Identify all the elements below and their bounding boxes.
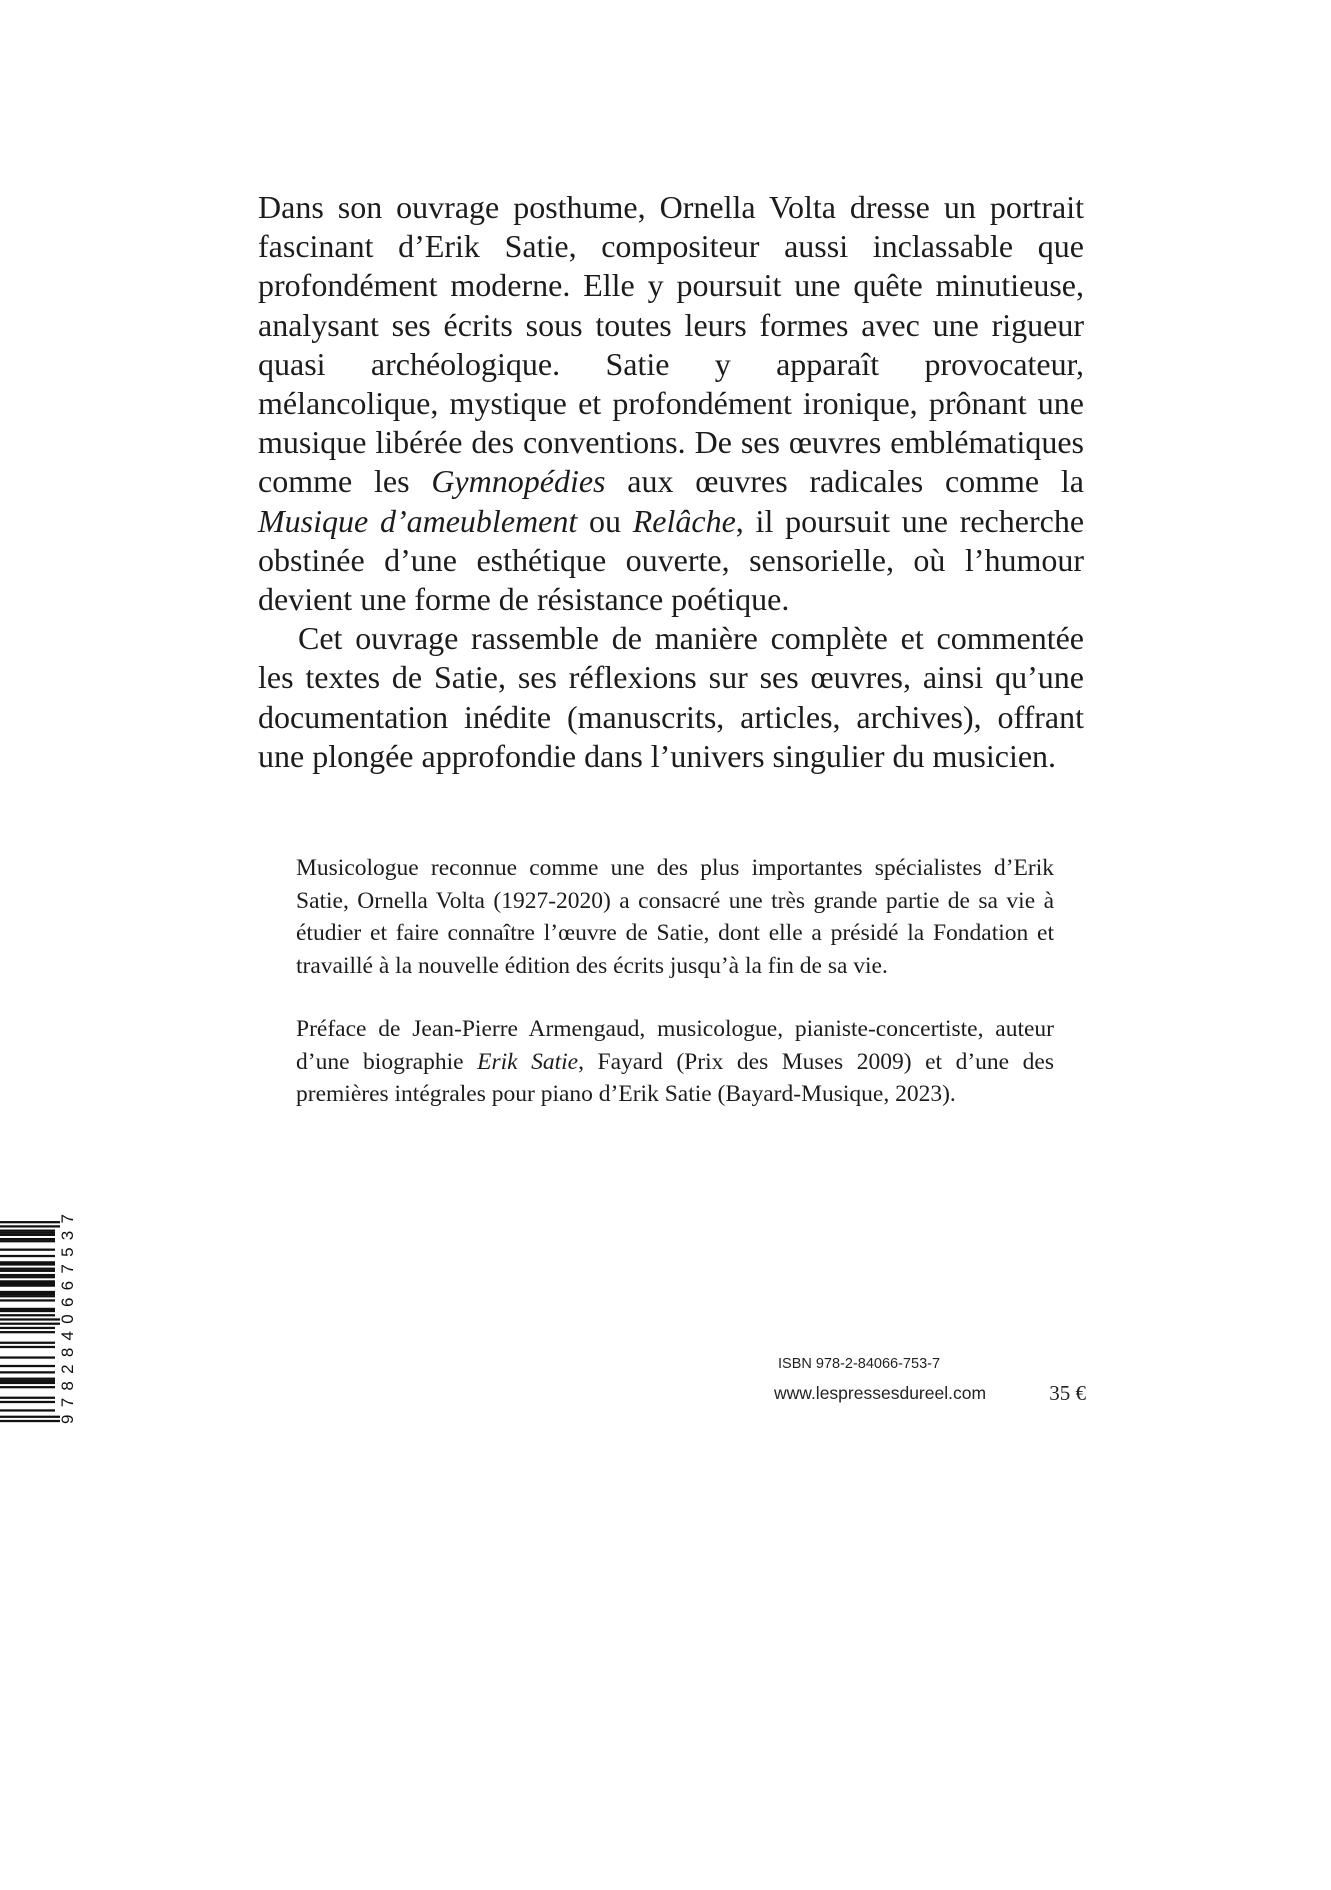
description-paragraph-2: Cet ouvrage rassemble de manière complète et commentée les textes de Satie, ses réflexions sur ses œuvres, ainsi qu’une documentation inédite (manuscrits, articles, archives), offrant une plongée approfondie dans l’univers singulier du musicien. [258,620,1084,774]
barcode-bar [0,1291,55,1293]
barcode-bar [0,1270,55,1272]
italic-title: Erik Satie [477,1048,579,1075]
barcode-bar [0,1293,55,1295]
barcode-bar [0,1263,55,1265]
isbn-number: ISBN 978-2-84066-753-7 [778,1356,941,1372]
preface-credit-paragraph: Préface de Jean-Pierre Armengaud, musicologue, pianiste-concertiste, auteur d’une biographie Erik Satie, Fayard (Prix des Muses 2009) et d’une des premières intégrales pour piano d’Erik Satie (Bayard-Musique, 2023). [296,1016,1054,1107]
author-bio [296,852,1054,1111]
barcode-bar [0,1308,55,1310]
barcode-bar [0,1371,55,1373]
barcode-bar [0,1310,55,1312]
barcode-bar [0,1342,55,1344]
barcode-bar [0,1255,55,1257]
ean-barcode [0,1206,80,1426]
book-description [258,188,1084,776]
barcode-bar [0,1232,55,1234]
barcode-bar [0,1356,55,1358]
barcode-bar [0,1238,55,1240]
barcode-digits: 9782840667537 [58,1214,77,1424]
barcode-bar [0,1268,55,1270]
publisher-website-link[interactable]: www.lespressesdureel.com [774,1383,987,1403]
barcode-bar [0,1416,60,1418]
barcode-bar [0,1378,55,1380]
barcode-bar [0,1420,60,1422]
barcode-bar [0,1234,55,1236]
barcode-bar [0,1327,55,1329]
italic-title: Musique d’ameublement [258,502,578,539]
barcode-bar [0,1221,60,1223]
barcode-bar [0,1261,55,1263]
italic-title: Relâche [632,502,736,539]
barcode-bar [0,1397,55,1399]
barcode-bar [0,1401,55,1403]
barcode-bar [0,1225,60,1227]
barcode-bar [0,1240,55,1242]
barcode-bar [0,1285,55,1287]
barcode-bar [0,1274,55,1276]
barcode-bar [0,1249,55,1251]
barcode-bar [0,1382,55,1384]
barcode-bar [0,1230,55,1232]
barcode-bar [0,1318,60,1320]
italic-title: Gymnopédies [431,463,606,500]
barcode-bar [0,1409,55,1411]
barcode-bar [0,1314,55,1316]
barcode-bar [0,1280,55,1282]
price-label: 35 € [1049,1381,1086,1405]
barcode-bar [0,1299,55,1301]
barcode-bar [0,1346,55,1348]
author-bio-paragraph: Musicologue reconnue comme une des plus importantes spécialistes d’Erik Satie, Ornella Volta (1927-2020) a consacré une très grande partie de sa vie à étudier et faire connaître l’œuvre de Satie, dont elle a présidé la Fondation et travaillé à la nouvelle édition des écrits jusqu’à la fin de sa vie. [296,855,1054,979]
barcode-bar [0,1386,55,1388]
description-paragraph-1: Dans son ouvrage posthume, Ornella Volta dresse un portrait fascinant d’Erik Satie, compositeur aussi inclassable que profondément moderne. Elle y poursuit une quête minutieuse, analysant ses écrits sous toutes leurs formes avec une rigueur quasi archéologique. Satie y apparaît provocateur, mélancolique, mystique et profondément ironique, prônant une musique libérée des conventions. De ses œuvres emblématiques comme les Gymnopédies aux œuvres radicales comme la Musique d’ameublement ou Relâche, il poursuit une recherche obstinée d’une esthétique ouverte, sensorielle, où l’humour devient une forme de résistance poétique. [258,189,1085,618]
barcode-bar [0,1365,55,1367]
barcode-bar [0,1276,55,1278]
barcode-bar [0,1380,55,1382]
barcode-bar [0,1282,55,1284]
barcode-bar [0,1295,55,1297]
barcode-bar [0,1323,60,1325]
barcode-bars [0,1221,60,1422]
barcode-bar [0,1331,55,1333]
